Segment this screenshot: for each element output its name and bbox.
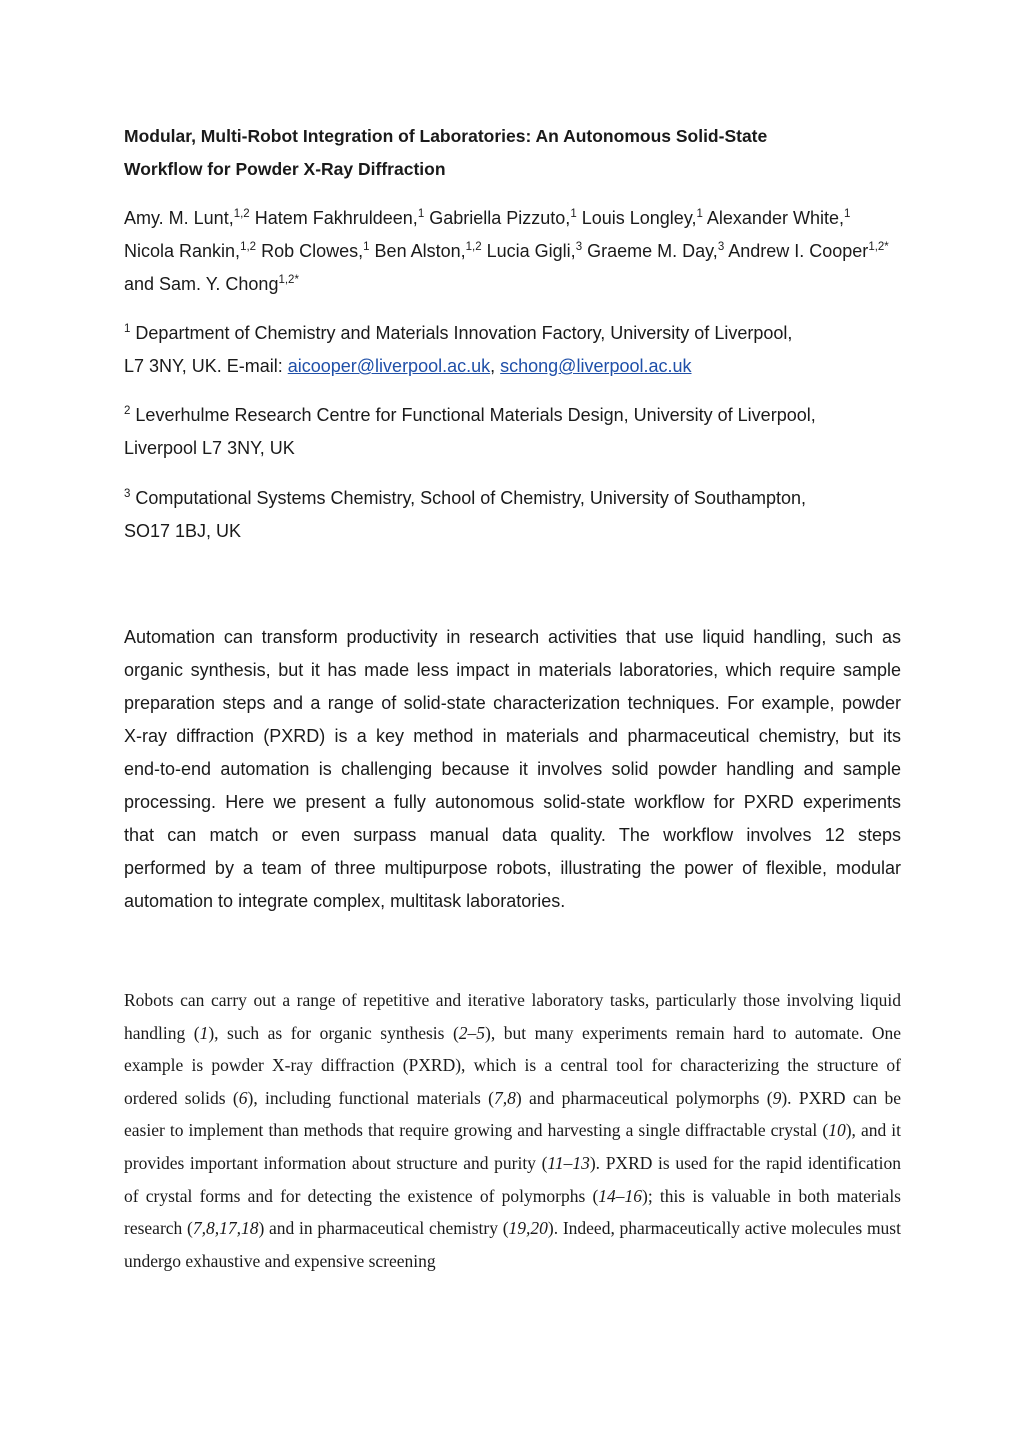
- citation: 9: [772, 1087, 782, 1108]
- abstract-line: end-to-end automation is challenging because it involves solid powder handling and sample: [124, 759, 901, 779]
- paper-title: [124, 120, 904, 186]
- author-affiliation-mark: 1: [570, 208, 577, 220]
- author: Hatem Fakhruldeen,: [254, 208, 418, 228]
- abstract-line: X-ray diffraction (PXRD) is a key method in materials and pharmaceutical chemistry, but its: [124, 726, 901, 746]
- abstract-line: preparation steps and a range of solid-state characterization techniques. For example, powder: [124, 693, 901, 713]
- body-text: ), such as for organic synthesis (: [208, 1022, 459, 1043]
- affiliation-text: Department of Chemistry and Materials Innovation Factory, University of Liverpool,: [135, 323, 793, 343]
- body-text: ), and it provides important information about structure and purity (: [124, 1120, 902, 1173]
- body-text: ), but many experiments remain hard to automate. One example is powder X-ray diffraction (PXRD), which is a central tool for characterizing the structure of ordered solids (: [124, 1022, 901, 1108]
- body-text: ) and in pharmaceutical chemistry (: [258, 1218, 509, 1239]
- affiliation-text: Computational Systems Chemistry, School of Chemistry, University of Southampton,: [135, 488, 807, 508]
- affiliation-text: Liverpool L7 3NY, UK: [124, 438, 295, 458]
- affiliation-2: [124, 399, 914, 465]
- citation: 6: [238, 1087, 248, 1108]
- author-affiliation-mark: 1: [417, 208, 425, 220]
- email-link-chong[interactable]: schong@liverpool.ac.uk: [500, 356, 692, 376]
- author: Alexander White,: [706, 208, 844, 228]
- affiliation-3: [124, 482, 914, 548]
- body-text: ); this is valuable in both materials research (: [124, 1185, 901, 1239]
- citation: 14–16: [598, 1185, 643, 1206]
- abstract-line: performed by a team of three multipurpose robots, illustrating the power of flexible, modular: [124, 858, 901, 878]
- abstract-line: Automation can transform productivity in research activities that use liquid handling, such as: [124, 627, 901, 647]
- abstract: [124, 621, 901, 918]
- author-affiliation-mark: 1,2: [465, 241, 482, 253]
- affiliation-number: 1: [124, 323, 131, 335]
- author-affiliation-mark: 1,2*: [278, 274, 299, 286]
- author-affiliation-mark: 1,2: [233, 208, 250, 220]
- author-affiliation-mark: 1,2: [240, 241, 257, 253]
- author: and Sam. Y. Chong: [124, 274, 279, 294]
- author: Amy. M. Lunt,: [124, 208, 234, 228]
- citation: 11–13: [547, 1152, 590, 1173]
- author: Lucia Gigli,: [486, 241, 576, 261]
- author: Ben Alston,: [374, 241, 466, 261]
- author: Gabriella Pizzuto,: [429, 208, 571, 228]
- body-text: ). PXRD is used for the rapid identification of crystal forms and for detecting the existence of polymorphs (: [124, 1152, 901, 1206]
- author: Nicola Rankin,: [124, 241, 241, 261]
- author-affiliation-mark: 3: [575, 241, 583, 253]
- citation: 2–5: [458, 1022, 486, 1043]
- affiliation-1: [124, 317, 914, 383]
- author-affiliation-mark: 1: [363, 241, 370, 253]
- citation: 10: [828, 1120, 846, 1141]
- citation: 7,8,17,18: [192, 1218, 259, 1239]
- body-text: ), including functional materials (: [247, 1087, 495, 1108]
- affiliation-number: 3: [124, 488, 131, 500]
- author: Andrew I. Cooper: [728, 241, 869, 261]
- abstract-line: organic synthesis, but it has made less impact in materials laboratories, which require sample: [124, 660, 901, 680]
- author: Graeme M. Day,: [587, 241, 718, 261]
- affiliation-text: SO17 1BJ, UK: [124, 521, 242, 541]
- author: Louis Longley,: [581, 208, 697, 228]
- abstract-line: processing. Here we present a fully autonomous solid-state workflow for PXRD experiments: [124, 792, 901, 812]
- citation: 19,20: [508, 1218, 548, 1239]
- email-separator: ,: [490, 356, 501, 376]
- abstract-line: automation to integrate complex, multitask laboratories.: [124, 891, 566, 911]
- author-affiliation-mark: 1,2*: [868, 241, 889, 253]
- title-line-1: Modular, Multi-Robot Integration of Laboratories: An Autonomous Solid-State: [124, 126, 768, 146]
- author-affiliation-mark: 1: [696, 208, 703, 220]
- affiliation-text: Leverhulme Research Centre for Functional Materials Design, University of Liverpool,: [135, 405, 816, 425]
- author-affiliation-mark: 3: [717, 241, 725, 253]
- author-list: [124, 202, 914, 301]
- body-text: Robots can carry out a range of repetitive and iterative laboratory tasks, particularly those involving liquid handling (: [124, 990, 901, 1043]
- email-link-cooper[interactable]: aicooper@liverpool.ac.uk: [287, 356, 491, 376]
- body-text: ). Indeed, pharmaceutically active molecules must undergo exhaustive and expensive screening: [124, 1218, 901, 1271]
- title-line-2: Workflow for Powder X-Ray Diffraction: [124, 159, 446, 179]
- citation: 1: [199, 1022, 209, 1043]
- abstract-line: that can match or even surpass manual data quality. The workflow involves 12 steps: [124, 825, 901, 845]
- citation: 7,8: [494, 1087, 516, 1108]
- author: Rob Clowes,: [261, 241, 364, 261]
- affiliation-text: L7 3NY, UK. E-mail:: [124, 356, 288, 376]
- body-text: ) and pharmaceutical polymorphs (: [515, 1087, 773, 1108]
- affiliation-number: 2: [124, 405, 131, 417]
- body-paragraph: [124, 984, 901, 1277]
- body-text: ). PXRD can be easier to implement than methods that require growing and harvesting a single diffractable crystal (: [124, 1087, 901, 1141]
- author-affiliation-mark: 1: [843, 208, 851, 220]
